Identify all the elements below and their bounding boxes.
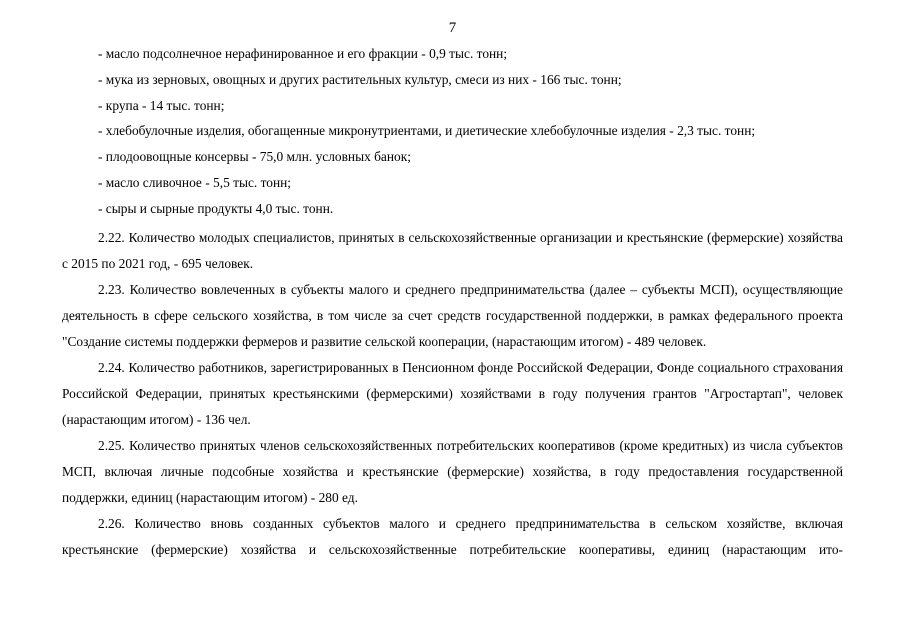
list-item: - сыры и сырные продукты 4,0 тыс. тонн. (98, 200, 334, 216)
paragraph-2-22: 2.22. Количество молодых специалистов, принятых в сельскохозяйственные организации и крестьянские (фермерские) хозяйства с 2015 по 2021 год, - 695 человек. (62, 230, 843, 271)
paragraph-2-26: 2.26. Количество вновь созданных субъектов малого и среднего предпринимательства в сельском хозяйстве, включая крестьянские (фермерские) хозяйства и сельскохозяйственные потребительские кооперативы, единиц (нарастающим ито- (62, 516, 843, 557)
paragraph-2-23: 2.23. Количество вовлеченных в субъекты малого и среднего предпринимательства (далее – субъекты МСП), осуществляющие деятельность в сфере сельского хозяйства, в том числе за счет средств государственной поддержки, в рамках федерального проекта "Создание системы поддержки фермеров и развитие сельской кооперации, (нарастающим итогом) - 489 человек. (62, 282, 843, 349)
list-item: - плодоовощные консервы - 75,0 млн. условных банок; (98, 149, 411, 165)
document-body (62, 225, 843, 563)
list-item: - масло подсолнечное нерафинированное и его фракции - 0,9 тыс. тонн; (98, 46, 508, 61)
list-item: - масло сливочное - 5,5 тыс. тонн; (98, 174, 292, 190)
paragraph-2-25: 2.25. Количество принятых членов сельскохозяйственных потребительских кооперативов (кроме кредитных) из числа субъектов МСП, включая личные подсобные хозяйства и крестьянские (фермерские) хозяйства, в году предоставления государственной поддержки, единиц (нарастающим итогом) - 280 ед. (62, 438, 843, 505)
list-item: - хлебобулочные изделия, обогащенные микронутриентами, и диетические хлебобулочные изделия - 2,3 тыс. тонн; (98, 123, 756, 139)
page-number: 7 (448, 20, 457, 36)
product-list (98, 44, 868, 225)
paragraph-2-24: 2.24. Количество работников, зарегистрированных в Пенсионном фонде Российской Федерации, Фонде социального страхования Российской Федерации, принятых крестьянскими (фермерскими) хозяйствами в году получения грантов "Агростартап", человек (нарастающим итогом) - 136 чел. (62, 360, 843, 427)
list-item: - мука из зерновых, овощных и других растительных культур, смеси из них - 166 тыс. тонн; (98, 71, 622, 87)
list-item: - крупа - 14 тыс. тонн; (98, 97, 225, 113)
